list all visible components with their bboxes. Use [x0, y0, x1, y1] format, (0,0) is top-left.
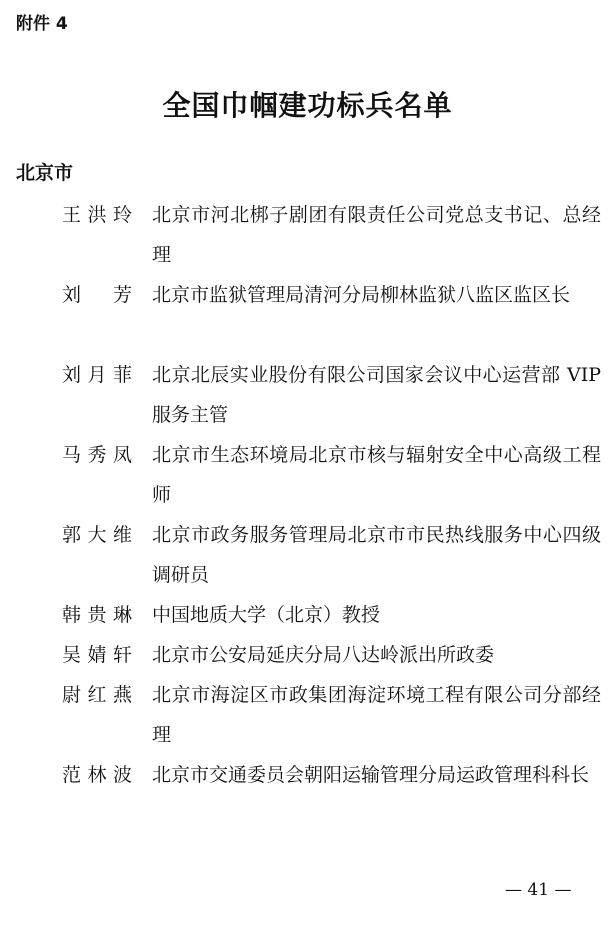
- attachment-label: 附件 4: [16, 14, 68, 34]
- honoree-description: 北京市公安局延庆分局八达岭派出所政委: [152, 644, 495, 666]
- honoree-name: 郭大维: [62, 524, 132, 546]
- honoree-description: 北京市交通委员会朝阳运输管理分局运政管理科科长: [152, 764, 590, 786]
- page-number: — 41 —: [505, 880, 572, 900]
- honoree-name: 范林波: [62, 764, 132, 786]
- honoree-description: 北京北辰实业股份有限公司国家会议中心运营部 VIP 服务主管: [152, 364, 601, 426]
- honoree-description: 北京市监狱管理局清河分局柳林监狱八监区监区长: [152, 284, 571, 306]
- honoree-description: 中国地质大学（北京）教授: [152, 604, 381, 626]
- honoree-name: 韩贵琳: [62, 604, 132, 626]
- honoree-name: 尉红燕: [62, 684, 132, 706]
- honoree-name: 马秀凤: [62, 444, 132, 466]
- honoree-name: 王洪玲: [62, 204, 132, 226]
- honoree-description: 北京市河北梆子剧团有限责任公司党总支书记、总经理: [152, 204, 601, 266]
- honoree-name: 刘芳: [62, 284, 132, 306]
- page-title: 全国巾帼建功标兵名单: [162, 89, 453, 122]
- honoree-name: 刘月菲: [62, 364, 132, 386]
- section-heading: 北京市: [16, 162, 74, 184]
- honoree-name: 吴婧轩: [62, 644, 132, 666]
- honoree-description: 北京市政务服务管理局北京市市民热线服务中心四级调研员: [152, 524, 601, 586]
- honoree-description: 北京市海淀区市政集团海淀环境工程有限公司分部经理: [152, 684, 601, 746]
- honoree-description: 北京市生态环境局北京市核与辐射安全中心高级工程师: [152, 444, 601, 506]
